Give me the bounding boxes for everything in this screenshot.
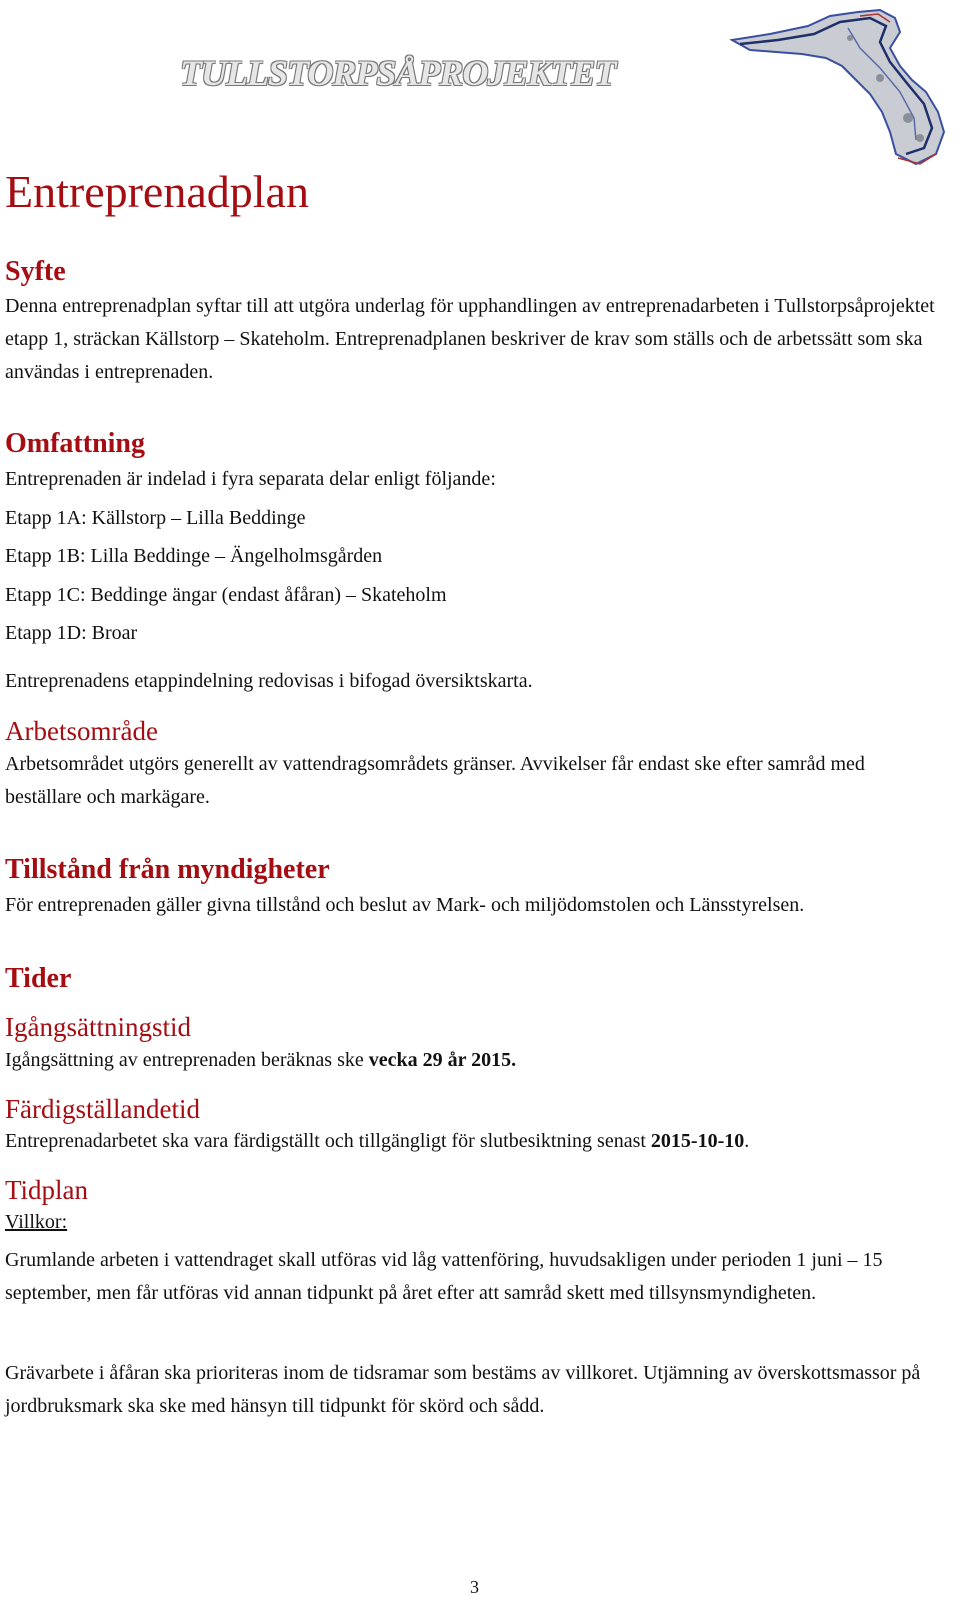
page-number: 3 <box>470 1577 479 1597</box>
heading-igangsattningstid: Igångsättningstid <box>5 1012 191 1042</box>
igangsattning-text <box>5 1044 940 1077</box>
omfattning-intro: Entreprenaden är indelad i fyra separata delar enligt följande: <box>5 468 496 490</box>
brand-wordmark: TULLSTORPSÅPROJEKTET <box>180 53 616 93</box>
heading-tider: Tider <box>5 963 72 994</box>
document-title: Entreprenadplan <box>5 166 309 217</box>
tidplan-paragraph-1: Grumlande arbeten i vattendraget skall utföras vid låg vattenföring, huvudsakligen under perioden 1 juni – 15 september, men får utföras vid annan tidpunkt på året efter att samråd skett med tillsynsmyndigheten. <box>5 1249 883 1304</box>
etapp-item: Etapp 1A: Källstorp – Lilla Beddinge <box>5 507 306 529</box>
arbetsomrade-text: Arbetsområdet utgörs generellt av vattendragsområdets gränser. Avvikelser får endast ske efter samråd med beställare och markägare. <box>5 753 865 808</box>
fardigstallande-text-end: . <box>744 1130 750 1152</box>
fardigstallande-text <box>5 1125 940 1158</box>
fardigstallande-text-lead: Entreprenadarbetet ska vara färdigställt och tillgängligt för slutbesiktning senast <box>5 1130 651 1152</box>
igangsattning-date: vecka 29 år 2015. <box>368 1049 517 1071</box>
river-map-logo <box>730 8 960 168</box>
omfattning-outro: Entreprenadens etappindelning redovisas i bifogad översiktskarta. <box>5 670 533 692</box>
heading-arbetsomrade: Arbetsområde <box>5 716 158 746</box>
fardigstallande-date: 2015-10-10 <box>650 1130 745 1152</box>
syfte-text: Denna entreprenadplan syftar till att utgöra underlag för upphandlingen av entreprenadarbeten i Tullstorpsåprojektet etapp 1, sträckan Källstorp – Skateholm. Entreprenadplanen beskriver de krav som ställs och de arbetssätt som ska användas i entreprenaden. <box>5 295 935 383</box>
heading-syfte: Syfte <box>5 256 66 287</box>
villkor-label: Villkor: <box>5 1211 68 1233</box>
heading-tidplan: Tidplan <box>5 1175 89 1205</box>
igangsattning-text-lead: Igångsättning av entreprenaden beräknas ske <box>5 1049 369 1071</box>
heading-fardigstallandetid: Färdigställandetid <box>5 1094 200 1124</box>
heading-omfattning: Omfattning <box>5 428 145 459</box>
etapp-item: Etapp 1C: Beddinge ängar (endast åfåran) – Skateholm <box>5 584 447 606</box>
tillstand-text: För entreprenaden gäller givna tillstånd och beslut av Mark- och miljödomstolen och Länsstyrelsen. <box>5 894 805 916</box>
etapp-item: Etapp 1D: Broar <box>5 622 138 644</box>
etapp-item: Etapp 1B: Lilla Beddinge – Ängelholmsgården <box>5 545 383 567</box>
heading-tillstand: Tillstånd från myndigheter <box>5 854 330 885</box>
tidplan-paragraph-2: Grävarbete i åfåran ska prioriteras inom de tidsramar som bestäms av villkoret. Utjämning av överskottsmassor på jordbruksmark ska ske med hänsyn till tidpunkt för skörd och sådd. <box>5 1362 921 1417</box>
